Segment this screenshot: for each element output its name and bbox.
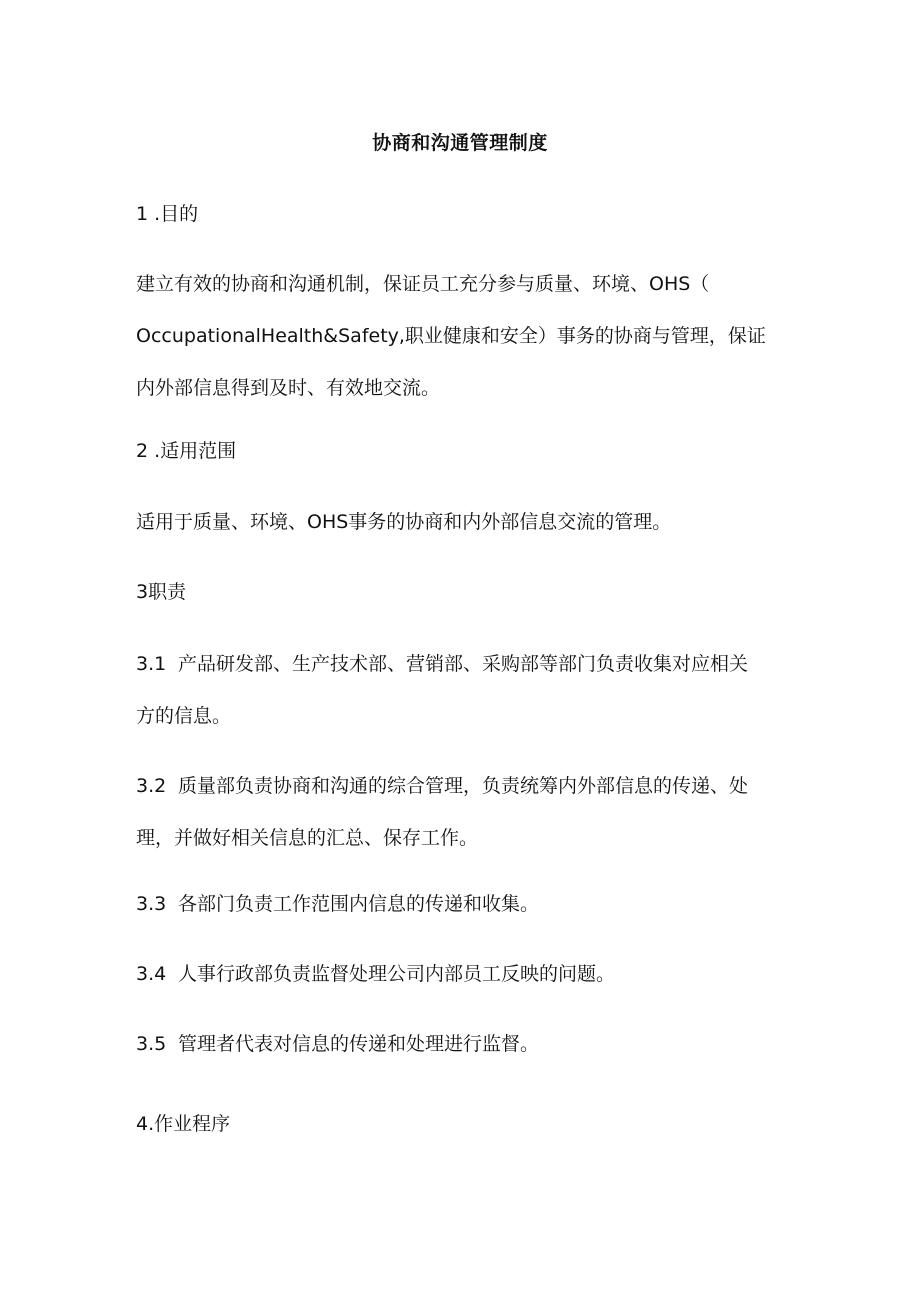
item-line: [136, 878, 796, 930]
item-number: 3.3: [136, 893, 167, 915]
item-line: [136, 760, 796, 812]
item-text: 管理者代表对信息的传递和处理进行监督。: [178, 1033, 540, 1055]
section-heading: 3职责: [136, 581, 187, 603]
item-text: 质量部负责协商和沟通的综合管理，负责统筹内外部信息的传递、处: [178, 775, 749, 797]
paragraph-line: 适用于质量、环境、OHS事务的协商和内外部信息交流的管理。: [136, 511, 672, 533]
item-3-2: [136, 760, 796, 864]
item-3-3: [136, 878, 796, 930]
section-heading: 4.作业程序: [136, 1113, 231, 1135]
section-heading: 2 .适用范围: [136, 440, 237, 462]
item-line: [136, 948, 796, 1000]
item-number: 3.1: [136, 653, 167, 675]
section-2-heading: [136, 425, 796, 477]
document-title: 协商和沟通管理制度: [372, 132, 548, 154]
item-line: [136, 638, 796, 690]
section-2-body: [136, 496, 796, 548]
paragraph-line: 建立有效的协商和沟通机制，保证员工充分参与质量、环境、OHS（: [136, 273, 710, 295]
item-line: 理，并做好相关信息的汇总、保存工作。: [136, 827, 479, 849]
item-text: 各部门负责工作范围内信息的传递和收集。: [178, 893, 540, 915]
item-text: 产品研发部、生产技术部、营销部、采购部等部门负责收集对应相关: [178, 653, 749, 675]
section-4-heading: [136, 1098, 796, 1150]
item-line: 方的信息。: [136, 705, 232, 727]
item-number: 3.4: [136, 963, 167, 985]
item-3-1: [136, 638, 796, 742]
section-1-heading: [136, 188, 796, 240]
item-3-4: [136, 948, 796, 1000]
item-text: 人事行政部负责监督处理公司内部员工反映的问题。: [178, 963, 616, 985]
paragraph-line: OccupationalHealth&Safety,职业健康和安全）事务的协商与管理，保证: [136, 325, 766, 347]
section-3-heading: [136, 566, 796, 618]
section-heading: 1 .目的: [136, 203, 199, 225]
item-number: 3.5: [136, 1033, 167, 1055]
paragraph-line: 内外部信息得到及时、有效地交流。: [136, 377, 441, 399]
item-3-5: [136, 1018, 796, 1070]
section-1-body: [136, 258, 796, 414]
item-line: [136, 1018, 796, 1070]
item-number: 3.2: [136, 775, 167, 797]
